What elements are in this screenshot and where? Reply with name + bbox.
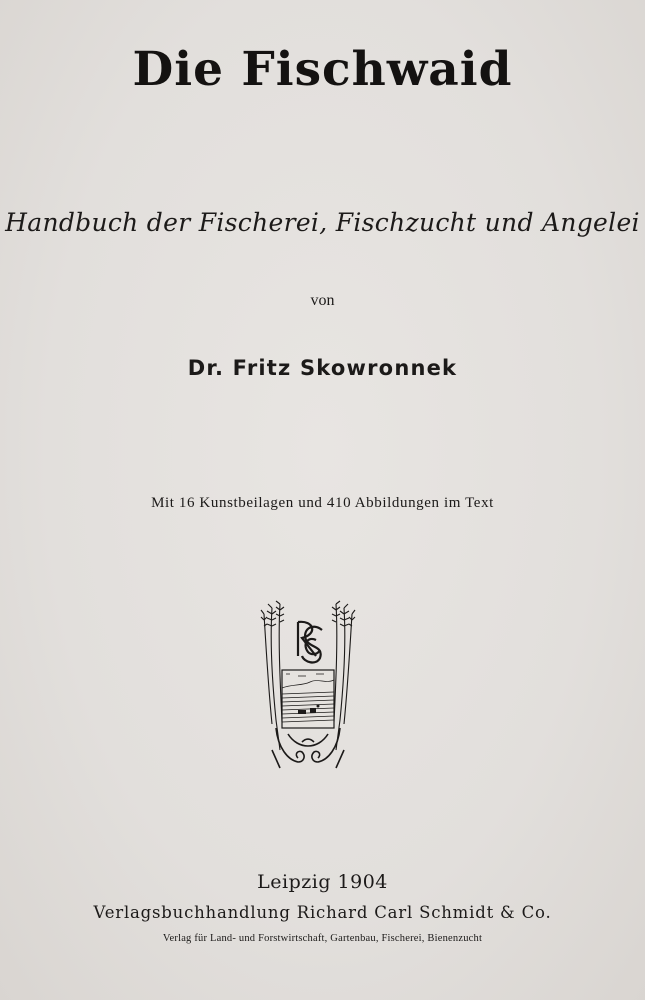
- place-and-year: Leipzig 1904: [257, 871, 388, 893]
- book-title: Die Fischwaid: [132, 42, 513, 97]
- by-line: von: [310, 292, 335, 309]
- publisher-name: Verlagsbuchhandlung Richard Carl Schmidt & Co.: [93, 903, 552, 922]
- author-name: Dr. Fritz Skowronnek: [187, 356, 458, 380]
- book-subtitle: Handbuch der Fischerei, Fischzucht und Angelei: [5, 208, 640, 237]
- publisher-emblem-icon: [258, 600, 358, 772]
- publisher-subtitle: Verlag für Land- und Forstwirtschaft, Gartenbau, Fischerei, Bienenzucht: [162, 933, 483, 944]
- illustrations-note: Mit 16 Kunstbeilagen und 410 Abbildungen im Text: [151, 495, 494, 511]
